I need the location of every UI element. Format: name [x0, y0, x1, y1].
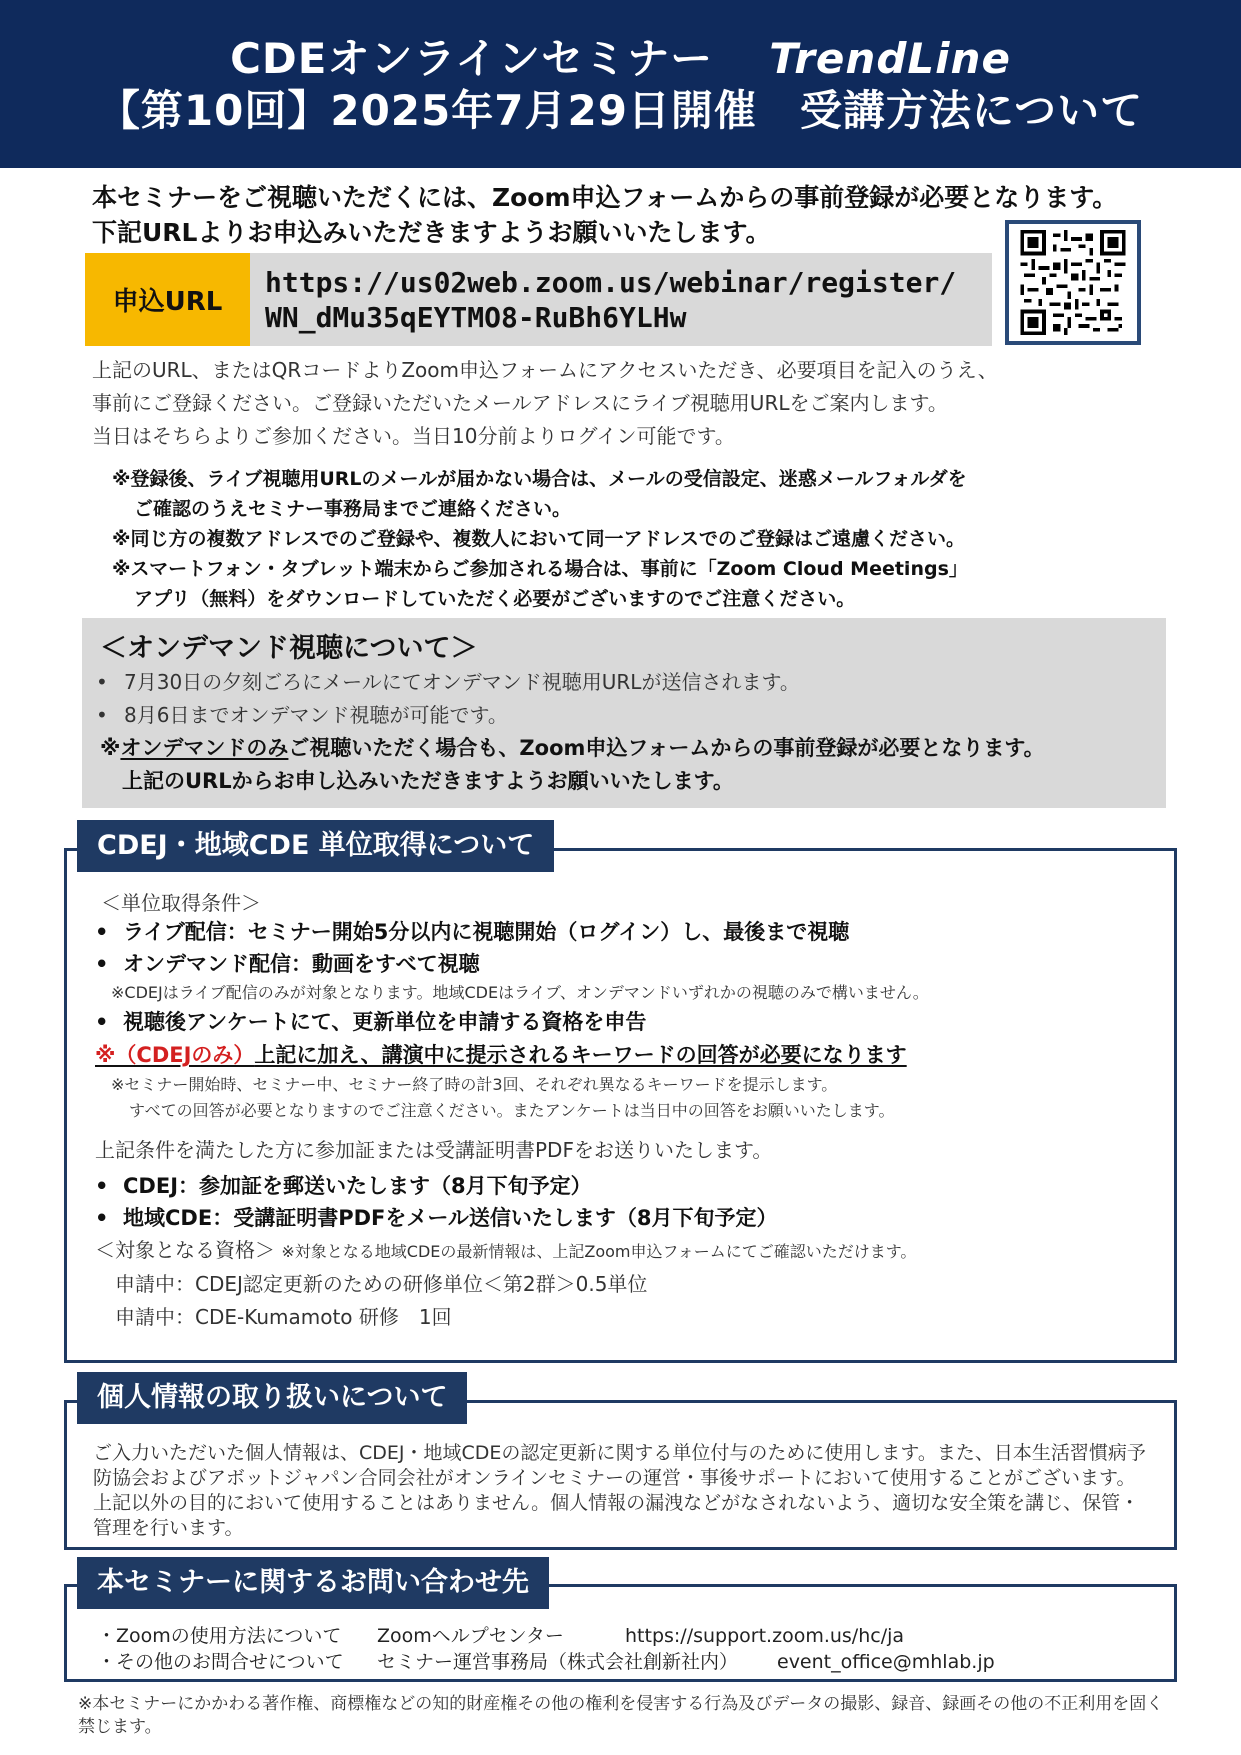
certificate-local-cde: • 地域CDE：受講証明書PDFをメール送信いたします（8月下旬予定）: [95, 1202, 1155, 1234]
ondemand-heading: ＜オンデマンド視聴について＞: [100, 633, 478, 664]
privacy-text: ご入力いただいた個人情報は、CDEJ・地域CDEの認定更新に関する単位付与のために使用します。また、日本生活習慣病予防協会およびアボットジャパン合同会社がオンラインセミナーの運営・事後サポートにおいて使用することがございます。上記以外の目的において使用することはありません。個人情報の漏洩などがなされないよう、適切な安全策を講じ、保管・管理を行います。: [93, 1442, 1146, 1539]
note-3: ※スマートフォン・タブレット端末からご参加される場合は、事前に「Zoom Cloud Meetings」: [112, 558, 968, 580]
note-1: ※登録後、ライブ視聴用URLのメールが届かない場合は、メールの受信設定、迷惑メールフォルダを: [112, 468, 967, 490]
desc-line-2: 事前にご登録ください。ご登録いただいたメールアドレスにライブ視聴用URLをご案内します。: [92, 391, 948, 415]
registration-description: [92, 354, 998, 453]
contact-destination: Zoomヘルプセンター: [377, 1625, 564, 1647]
note-text-cont: 上記のURLからお申し込みいただきますようお願いいたします。: [122, 769, 734, 793]
certificate-intro: 上記条件を満たした方に参加証または受講証明書PDFをお送りいたします。: [95, 1138, 773, 1162]
copyright-notice: ※本セミナーにかかわる著作権、商標権などの知的財産権その他の権利を侵害する行為及びデータの撮影、録音、録画その他の不正利用を固く禁じます。: [78, 1694, 1164, 1737]
zoom-help-link[interactable]: https://support.zoom.us/hc/ja: [625, 1625, 905, 1647]
qualification-heading-row: [95, 1234, 1155, 1268]
privacy-tab: 個人情報の取り扱いについて: [77, 1372, 467, 1424]
note-1-cont: ご確認のうえセミナー事務局までご連絡ください。: [134, 498, 572, 520]
note-3-cont: アプリ（無料）をダウンロードしていただく必要がございますのでご注意ください。: [134, 588, 856, 610]
contact-body: [97, 1623, 995, 1675]
note-text: ご視聴いただく場合も、Zoom申込フォームからの事前登録が必要となります。: [288, 736, 1045, 760]
intro-text: [92, 180, 1117, 250]
registration-notes: [112, 464, 968, 614]
ondemand-only-emphasis: オンデマンドのみ: [120, 736, 289, 760]
list-item: • 7月30日の夕刻ごろにメールにてオンデマンド視聴用URLが送信されます。: [96, 666, 800, 699]
cdej-only-label: ※（CDEJのみ）: [95, 1043, 255, 1067]
contact-label: ・Zoomの使用方法について: [97, 1625, 342, 1647]
keyword-requirement-text: 上記に加え、講演中に提示されるキーワードの回答が必要になります: [254, 1043, 907, 1067]
title-line-2: 【第10回】2025年7月29日開催 受講方法について: [97, 86, 1144, 135]
cdej-keyword-requirement: [95, 1038, 1155, 1072]
desc-line-1: 上記のURL、またはQRコードよりZoom申込フォームにアクセスいただき、必要項目を記入のうえ、: [92, 358, 998, 382]
office-email-link[interactable]: event_office@mhlab.jp: [777, 1651, 995, 1673]
intro-line-2: 下記URLよりお申込みいただきますようお願いいたします。: [92, 218, 771, 247]
condition-ondemand: • オンデマンド配信：動画をすべて視聴: [95, 948, 1155, 980]
qr-code-icon: [1015, 230, 1131, 335]
url-line-2[interactable]: WN_dMu35qEYTMO8-RuBh6YLHw: [265, 301, 687, 334]
keyword-note: ※セミナー開始時、セミナー中、セミナー終了時の計3回、それぞれ異なるキーワードを提示します。: [111, 1075, 838, 1094]
application-cdej: 申請中：CDEJ認定更新のための研修単位＜第2群＞0.5単位: [115, 1272, 648, 1296]
note-mark: ※: [100, 736, 121, 760]
url-line-1[interactable]: https://us02web.zoom.us/webinar/register/: [265, 266, 957, 299]
certificate-cdej: • CDEJ：参加証を郵送いたします（8月下旬予定）: [95, 1170, 1155, 1202]
contact-row-zoom: [97, 1623, 995, 1649]
qualification-note: ※対象となる地域CDEの最新情報は、上記Zoom申込フォームにてご確認いただけます。: [281, 1242, 917, 1261]
contact-row-office: [97, 1649, 995, 1675]
contact-tab: 本セミナーに関するお問い合わせ先: [77, 1557, 549, 1609]
credits-tab: CDEJ・地域CDE 単位取得について: [77, 820, 554, 872]
keyword-note-cont: すべての回答が必要となりますのでご注意ください。またアンケートは当日中の回答をお願いいたします。: [129, 1101, 895, 1120]
ondemand-note: [100, 732, 1045, 798]
registration-url[interactable]: [265, 265, 956, 335]
note-2: ※同じ方の複数アドレスでのご登録や、複数人において同一アドレスでのご登録はご遠慮ください。: [112, 528, 965, 550]
page-header: [0, 0, 1241, 168]
registration-url-box: [85, 253, 992, 346]
contact-label: ・その他のお問合せについて: [97, 1651, 344, 1673]
conditions-heading: ＜単位取得条件＞: [101, 891, 261, 915]
contact-destination: セミナー運営事務局（株式会社創新社内）: [377, 1651, 739, 1673]
registration-label: 申込URL: [85, 253, 250, 346]
credits-body: [95, 887, 1155, 1334]
ondemand-box: [82, 618, 1166, 808]
condition-survey: • 視聴後アンケートにて、更新単位を申請する資格を申告: [95, 1006, 1155, 1038]
credits-section: [64, 848, 1177, 1363]
application-kumamoto: 申請中：CDE-Kumamoto 研修 1回: [115, 1305, 452, 1329]
qualification-heading: ＜対象となる資格＞: [95, 1238, 275, 1262]
desc-line-3: 当日はそちらよりご参加ください。当日10分前よりログイン可能です。: [92, 424, 735, 448]
ondemand-list: [96, 666, 800, 732]
list-item: • 8月6日までオンデマンド視聴が可能です。: [96, 699, 800, 732]
brand-name: TrendLine: [769, 34, 1011, 83]
condition-note: ※CDEJはライブ配信のみが対象となります。地域CDEはライブ、オンデマンドいずれかの視聴のみで構いません。: [111, 983, 929, 1002]
condition-live: • ライブ配信：セミナー開始5分以内に視聴開始（ログイン）し、最後まで視聴: [95, 916, 1155, 948]
title-line-1: [0, 26, 1241, 86]
intro-line-1: 本セミナーをご視聴いただくには、Zoom申込フォームからの事前登録が必要となります。: [92, 183, 1118, 212]
title-text: CDEオンラインセミナー: [230, 34, 714, 83]
qr-code: [1005, 220, 1141, 345]
